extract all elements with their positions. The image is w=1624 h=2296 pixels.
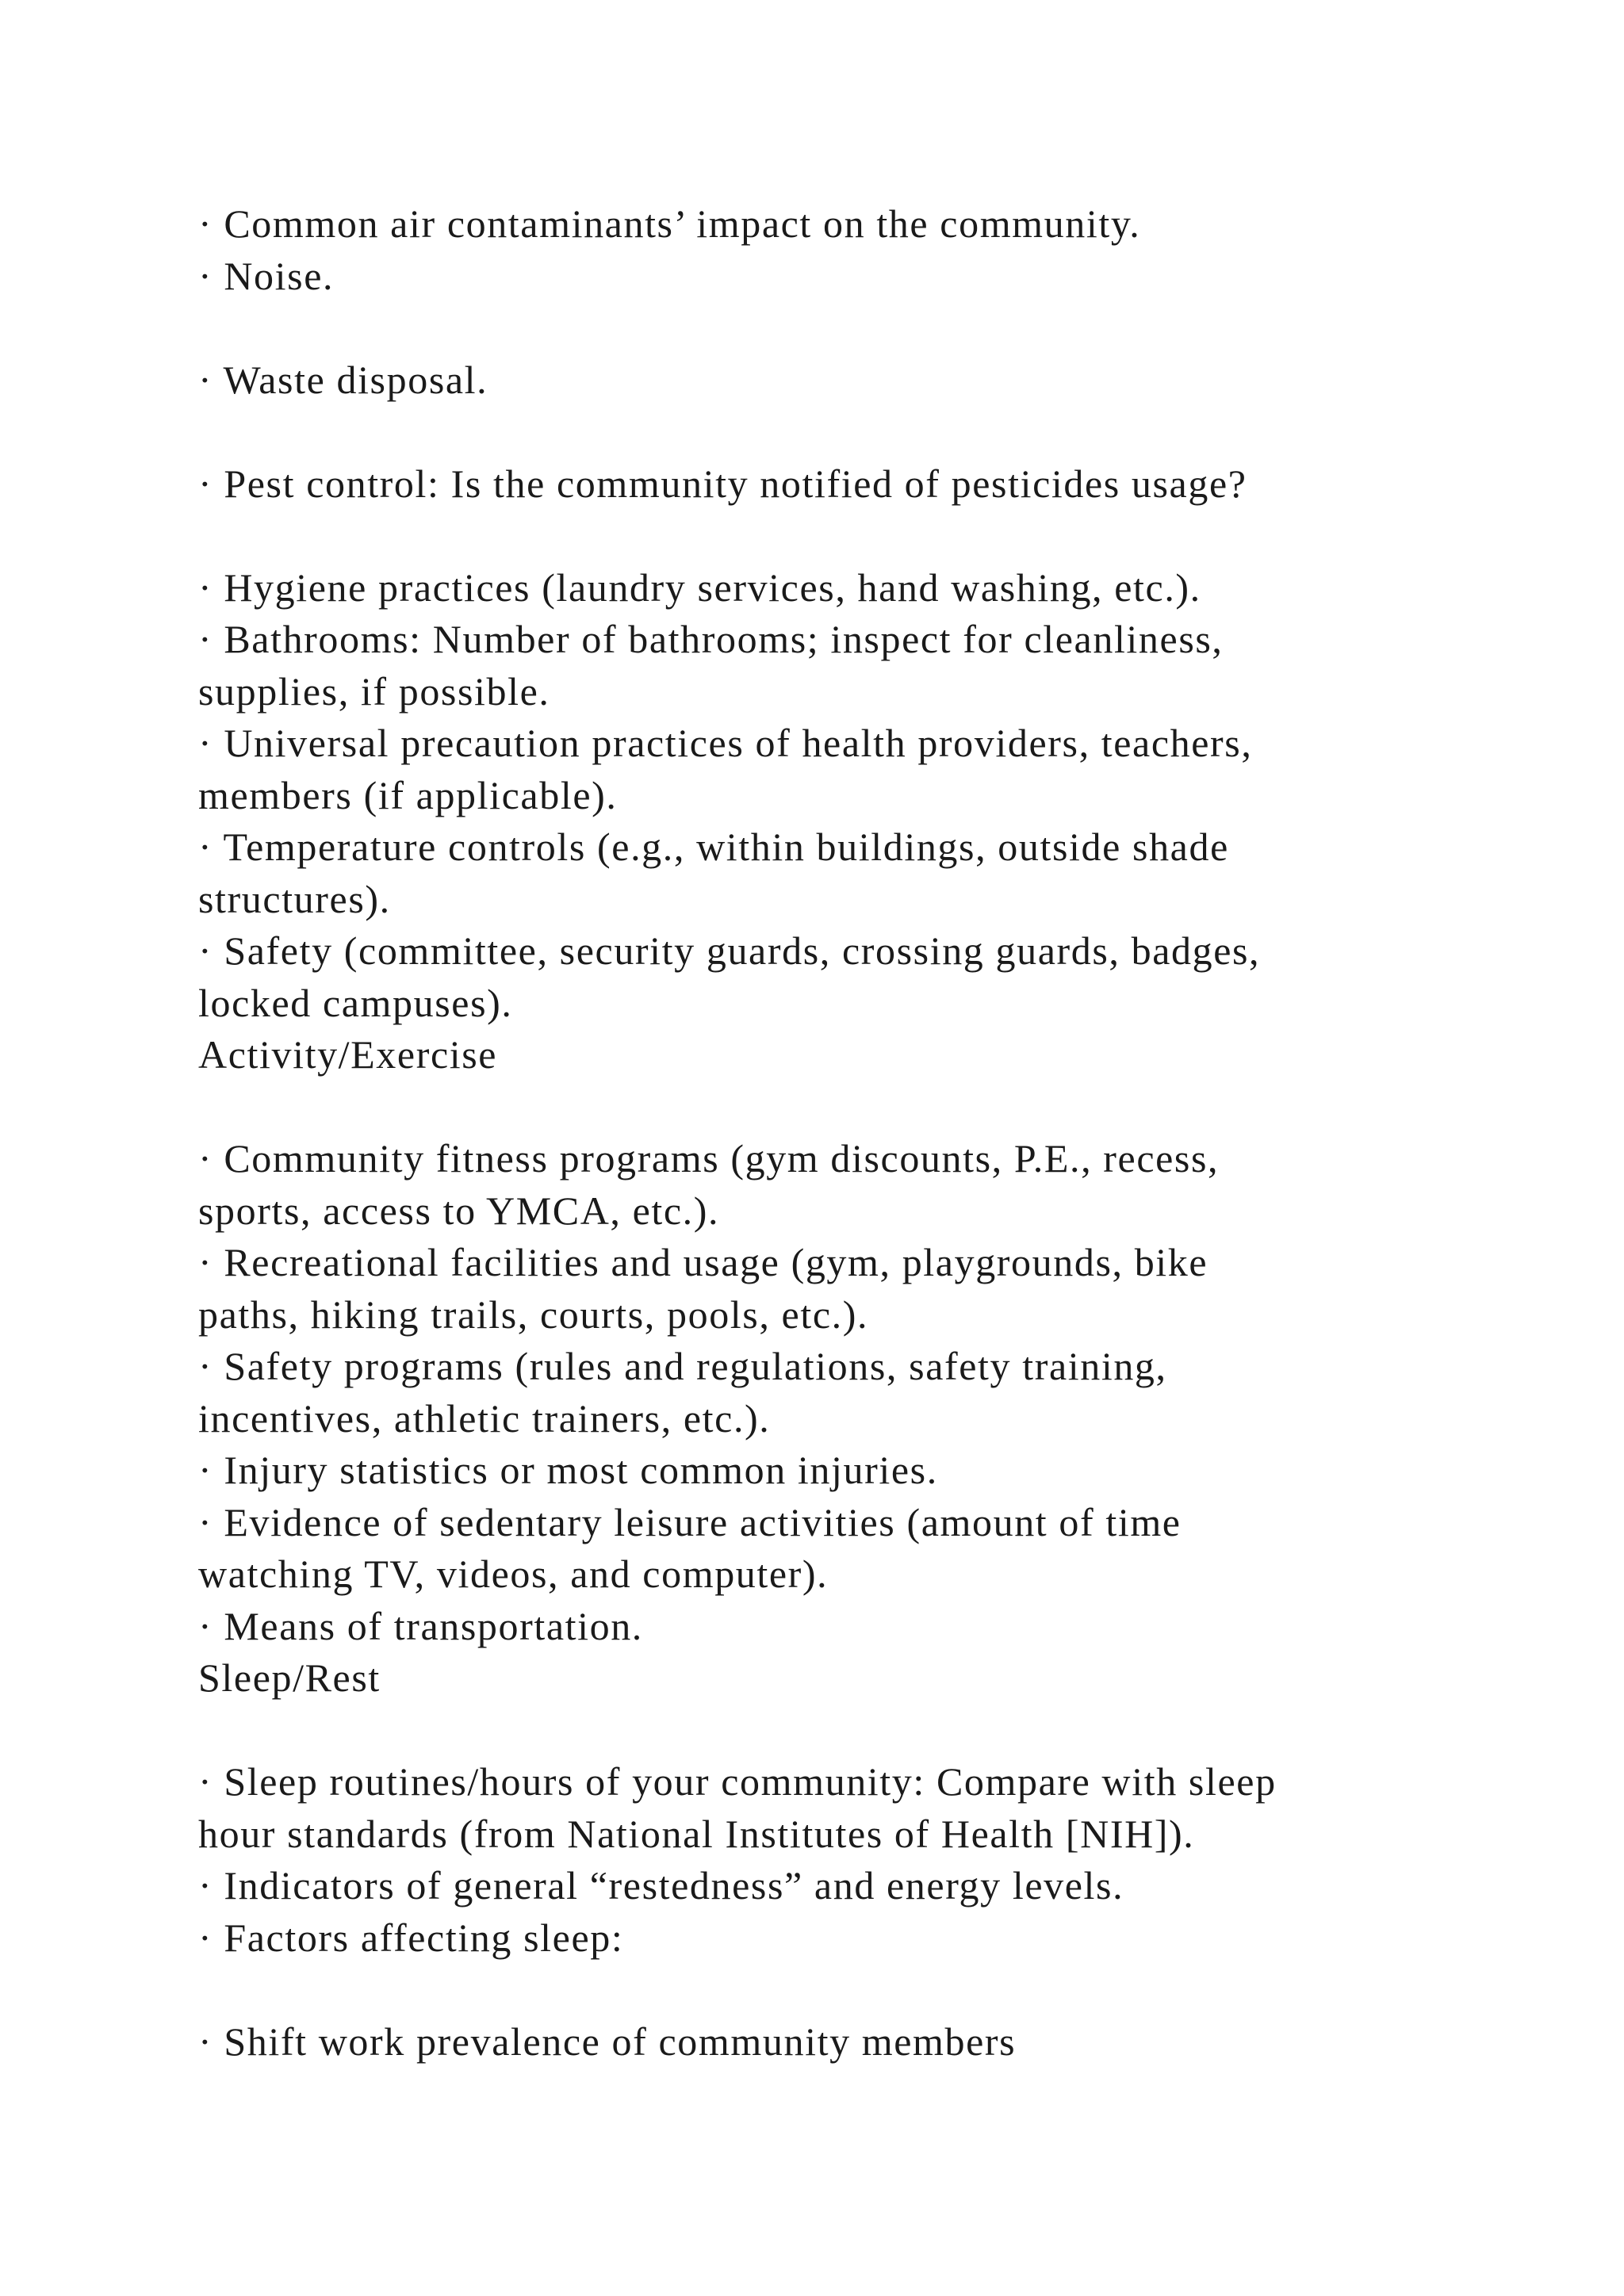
bullet-sedentary-activities-continued: watching TV, videos, and computer).: [198, 1552, 829, 1596]
bullet-air-contaminants: · Common air contaminants’ impact on the community.: [198, 201, 1141, 246]
blank-line: [198, 1705, 1435, 1757]
bullet-fitness-programs-continued: sports, access to YMCA, etc.).: [198, 1188, 720, 1233]
bullet-hygiene-practices: · Hygiene practices (laundry services, hand washing, etc.).: [198, 564, 1201, 610]
bullet-safety-programs: · Safety programs (rules and regulations, safety training,: [198, 1344, 1167, 1388]
bullet-bathrooms-continued: supplies, if possible.: [198, 668, 550, 714]
bullet-recreational-facilities-continued: paths, hiking trails, courts, pools, etc.).: [198, 1292, 869, 1337]
blank-line: [198, 302, 1435, 354]
blank-line: [198, 1964, 1435, 2016]
bullet-pest-control: · Pest control: Is the community notified of pesticides usage?: [198, 461, 1247, 506]
bullet-safety-programs-continued: incentives, athletic trainers, etc.).: [198, 1395, 771, 1441]
bullet-recreational-facilities: · Recreational facilities and usage (gym, playgrounds, bike: [198, 1240, 1208, 1284]
bullet-universal-precaution-continued: members (if applicable).: [198, 772, 618, 817]
bullet-shift-work: · Shift work prevalence of community members: [198, 2019, 1017, 2064]
blank-line: [198, 510, 1435, 562]
bullet-universal-precaution: · Universal precaution practices of health providers, teachers,: [198, 721, 1253, 765]
section-heading-sleep-rest: Sleep/Rest: [198, 1655, 381, 1700]
bullet-sleep-routines-continued: hour standards (from National Institutes of Health [NIH]).: [198, 1811, 1195, 1856]
bullet-safety: · Safety (committee, security guards, crossing guards, badges,: [198, 928, 1261, 973]
section-heading-activity-exercise: Activity/Exercise: [198, 1032, 498, 1077]
bullet-waste-disposal: · Waste disposal.: [198, 357, 488, 402]
bullet-fitness-programs: · Community fitness programs (gym discounts, P.E., recess,: [198, 1136, 1220, 1181]
bullet-temperature-controls: · Temperature controls (e.g., within buildings, outside shade: [198, 825, 1229, 869]
bullet-safety-continued: locked campuses).: [198, 980, 513, 1025]
bullet-sleep-routines: · Sleep routines/hours of your community: Compare with sleep: [198, 1759, 1277, 1804]
bullet-injury-statistics: · Injury statistics or most common injuries.: [198, 1448, 938, 1492]
bullet-temperature-controls-continued: structures).: [198, 876, 391, 921]
bullet-bathrooms: · Bathrooms: Number of bathrooms; inspect for cleanliness,: [198, 617, 1224, 661]
document-body: [198, 198, 1435, 2068]
bullet-sedentary-activities: · Evidence of sedentary leisure activities (amount of time: [198, 1499, 1182, 1544]
bullet-noise: · Noise.: [198, 253, 335, 298]
bullet-transportation: · Means of transportation.: [198, 1603, 643, 1648]
blank-line: [198, 1081, 1435, 1134]
bullet-restedness-indicators: · Indicators of general “restedness” and energy levels.: [198, 1863, 1124, 1908]
bullet-factors-affecting-sleep: · Factors affecting sleep:: [198, 1915, 624, 1960]
blank-line: [198, 406, 1435, 458]
